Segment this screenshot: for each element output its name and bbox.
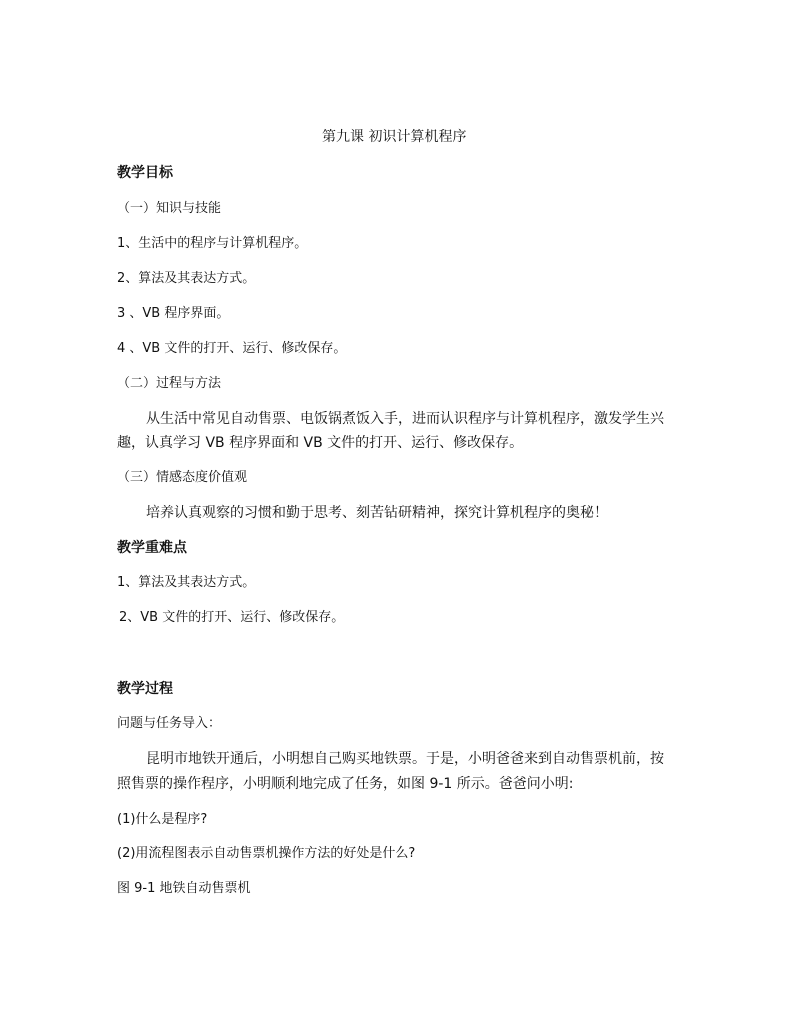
process-method-heading: （二）过程与方法 — [117, 376, 222, 391]
key-point-1: 1、算法及其表达方式。 — [117, 575, 256, 590]
knowledge-item-1: 1、生活中的程序与计算机程序。 — [117, 236, 308, 251]
task-intro-label: 问题与任务导入： — [117, 716, 222, 731]
process-paragraph-line-2: 趣，认真学习 VB 程序界面和 VB 文件的打开、运行、修改保存。 — [117, 435, 524, 451]
story-paragraph-line-2: 照售票的操作程序，小明顺利地完成了任务，如图 9-1 所示。爸爸问小明: — [117, 776, 574, 792]
page-title: 第九课 初识计算机程序 — [322, 129, 467, 145]
process-paragraph-line-1: 从生活中常见自动售票、电饭锅煮饭入手，进而认识程序与计算机程序，激发学生兴 — [146, 411, 664, 427]
objectives-heading: 教学目标 — [117, 165, 173, 181]
key-point-2: 2、VB 文件的打开、运行、修改保存。 — [119, 610, 345, 625]
knowledge-item-4: 4 、VB 文件的打开、运行、修改保存。 — [117, 341, 347, 356]
knowledge-skills-heading: （一）知识与技能 — [117, 201, 222, 216]
knowledge-item-2: 2、算法及其表达方式。 — [117, 271, 256, 286]
figure-caption: 图 9-1 地铁自动售票机 — [117, 881, 251, 896]
key-points-heading: 教学重难点 — [117, 540, 187, 556]
teaching-process-heading: 教学过程 — [117, 681, 173, 697]
knowledge-item-3: 3 、VB 程序界面。 — [117, 306, 230, 321]
attitude-heading: （三）情感态度价值观 — [117, 470, 248, 485]
question-1: (1)什么是程序? — [117, 812, 208, 827]
story-paragraph-line-1: 昆明市地铁开通后，小明想自己购买地铁票。于是，小明爸爸来到自动售票机前，按 — [146, 751, 664, 767]
attitude-paragraph: 培养认真观察的习惯和勤于思考、刻苦钻研精神，探究计算机程序的奥秘！ — [146, 505, 608, 521]
question-2: (2)用流程图表示自动售票机操作方法的好处是什么? — [117, 846, 416, 861]
